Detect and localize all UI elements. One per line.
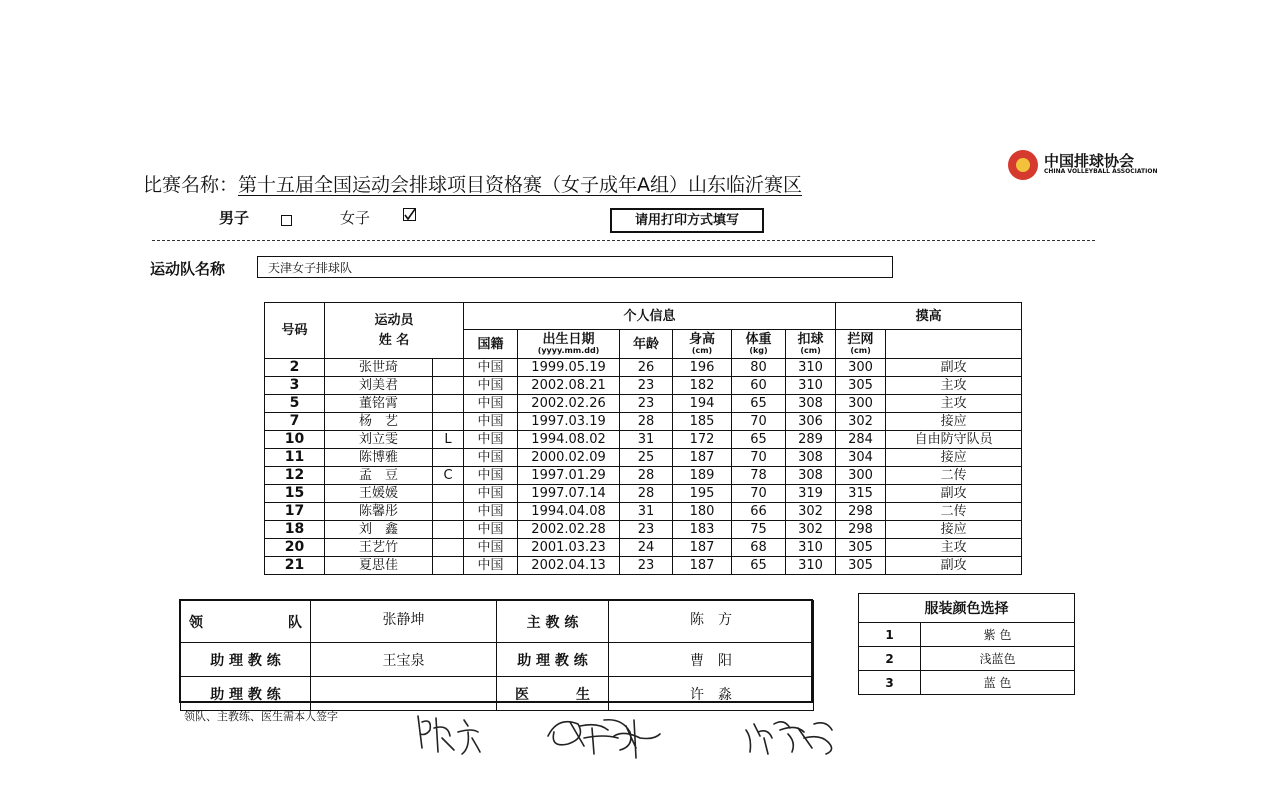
cell-spike: 308 bbox=[786, 467, 836, 485]
logo-text-cn: 中国排球协会 bbox=[1044, 152, 1135, 170]
staff-table bbox=[180, 600, 814, 711]
table-row bbox=[265, 377, 1022, 395]
cell-name: 刘立雯 bbox=[325, 431, 433, 449]
cell-weight: 70 bbox=[732, 449, 786, 467]
cell-role bbox=[433, 539, 464, 557]
table-row bbox=[265, 359, 1022, 377]
team-name-field[interactable]: 天津女子排球队 bbox=[257, 256, 893, 278]
competition-label: 比赛名称： bbox=[143, 174, 239, 196]
cell-birthdate: 1997.07.14 bbox=[518, 485, 620, 503]
uniform-row bbox=[859, 647, 1075, 671]
cell-nationality: 中国 bbox=[464, 467, 518, 485]
cell-nationality: 中国 bbox=[464, 395, 518, 413]
cell-block: 298 bbox=[836, 521, 886, 539]
cell-birthdate: 2001.03.23 bbox=[518, 539, 620, 557]
uniform-color: 浅蓝色 bbox=[921, 647, 1075, 671]
cell-spike: 306 bbox=[786, 413, 836, 431]
cell-role bbox=[433, 503, 464, 521]
cell-birthdate: 1994.04.08 bbox=[518, 503, 620, 521]
cell-name: 张世琦 bbox=[325, 359, 433, 377]
cell-position: 接应 bbox=[886, 521, 1022, 539]
competition-name: 第十五届全国运动会排球项目资格赛（女子成年A组）山东临沂赛区 bbox=[238, 174, 803, 196]
cell-age: 28 bbox=[620, 467, 673, 485]
cell-age: 26 bbox=[620, 359, 673, 377]
cell-weight: 80 bbox=[732, 359, 786, 377]
table-row bbox=[265, 395, 1022, 413]
cell-weight: 65 bbox=[732, 395, 786, 413]
cell-block: 305 bbox=[836, 377, 886, 395]
cell-weight: 65 bbox=[732, 557, 786, 575]
check-icon bbox=[404, 209, 416, 221]
cell-number: 7 bbox=[265, 413, 325, 431]
head-coach-label: 主 教 练 bbox=[497, 601, 609, 643]
volleyball-logo-icon bbox=[1008, 150, 1038, 180]
cell-age: 23 bbox=[620, 557, 673, 575]
cell-spike: 310 bbox=[786, 359, 836, 377]
cell-height: 196 bbox=[673, 359, 732, 377]
cell-weight: 75 bbox=[732, 521, 786, 539]
cell-block: 298 bbox=[836, 503, 886, 521]
cell-role bbox=[433, 359, 464, 377]
asst-coach-label-3: 助 理 教 练 bbox=[181, 677, 311, 711]
cell-name: 夏思佳 bbox=[325, 557, 433, 575]
cell-number: 21 bbox=[265, 557, 325, 575]
logo-text-en: CHINA VOLLEYBALL ASSOCIATION bbox=[1044, 168, 1158, 175]
cell-height: 187 bbox=[673, 539, 732, 557]
cell-name: 陈馨彤 bbox=[325, 503, 433, 521]
male-label: 男子 bbox=[219, 209, 250, 227]
table-row bbox=[265, 521, 1022, 539]
cell-role bbox=[433, 449, 464, 467]
header-athlete bbox=[325, 303, 464, 359]
cell-position: 二传 bbox=[886, 503, 1022, 521]
table-row bbox=[265, 413, 1022, 431]
team-label: 运动队名称 bbox=[150, 260, 226, 278]
cell-height: 180 bbox=[673, 503, 732, 521]
cell-height: 195 bbox=[673, 485, 732, 503]
cell-nationality: 中国 bbox=[464, 413, 518, 431]
asst-coach-name-3 bbox=[311, 677, 497, 711]
cell-name: 董铭霄 bbox=[325, 395, 433, 413]
cell-block: 305 bbox=[836, 557, 886, 575]
cell-age: 23 bbox=[620, 395, 673, 413]
leader-label: 领 队 bbox=[181, 601, 311, 643]
cell-age: 31 bbox=[620, 431, 673, 449]
cell-height: 194 bbox=[673, 395, 732, 413]
header-block bbox=[836, 330, 886, 359]
cell-birthdate: 1999.05.19 bbox=[518, 359, 620, 377]
header-reach: 摸高 bbox=[836, 303, 1022, 330]
asst-coach-name-1: 王宝泉 bbox=[311, 643, 497, 677]
header-birthdate-label: 出生日期 bbox=[542, 331, 595, 347]
cell-weight: 60 bbox=[732, 377, 786, 395]
cva-logo bbox=[1008, 148, 1158, 182]
header-block-unit: (cm) bbox=[850, 345, 871, 355]
cell-number: 11 bbox=[265, 449, 325, 467]
cell-spike: 289 bbox=[786, 431, 836, 449]
table-row bbox=[265, 539, 1022, 557]
cell-position: 副攻 bbox=[886, 359, 1022, 377]
cell-age: 25 bbox=[620, 449, 673, 467]
header-age: 年龄 bbox=[620, 330, 673, 359]
cell-birthdate: 1994.08.02 bbox=[518, 431, 620, 449]
cell-role: L bbox=[433, 431, 464, 449]
cell-block: 300 bbox=[836, 395, 886, 413]
uniform-index: 1 bbox=[859, 623, 921, 647]
cell-role bbox=[433, 485, 464, 503]
header-athlete-line1: 运动员 bbox=[374, 312, 414, 328]
cell-weight: 70 bbox=[732, 413, 786, 431]
cell-position: 主攻 bbox=[886, 377, 1022, 395]
cell-number: 18 bbox=[265, 521, 325, 539]
female-label: 女子 bbox=[340, 209, 371, 227]
asst-coach-label-2: 助 理 教 练 bbox=[497, 643, 609, 677]
cell-block: 302 bbox=[836, 413, 886, 431]
cell-spike: 302 bbox=[786, 521, 836, 539]
cell-age: 31 bbox=[620, 503, 673, 521]
asst-coach-label-1: 助 理 教 练 bbox=[181, 643, 311, 677]
header-number: 号码 bbox=[265, 303, 325, 359]
doctor-name: 许 淼 bbox=[609, 677, 814, 711]
cell-birthdate: 1997.01.29 bbox=[518, 467, 620, 485]
signature-note: 领队、主教练、医生需本人签字 bbox=[184, 710, 338, 723]
cell-position: 二传 bbox=[886, 467, 1022, 485]
signature-head-coach bbox=[418, 716, 480, 754]
cell-age: 28 bbox=[620, 413, 673, 431]
table-row bbox=[265, 485, 1022, 503]
cell-block: 305 bbox=[836, 539, 886, 557]
cell-weight: 68 bbox=[732, 539, 786, 557]
cell-birthdate: 2002.02.28 bbox=[518, 521, 620, 539]
cell-position: 主攻 bbox=[886, 395, 1022, 413]
header-personal-info: 个人信息 bbox=[464, 303, 836, 330]
cell-role bbox=[433, 557, 464, 575]
header-spike-unit: (cm) bbox=[800, 345, 821, 355]
cell-height: 189 bbox=[673, 467, 732, 485]
leader-name: 张静坤 bbox=[311, 601, 497, 643]
uniform-title: 服装颜色选择 bbox=[859, 594, 1075, 623]
header-height-unit: (cm) bbox=[691, 345, 713, 355]
cell-role: C bbox=[433, 467, 464, 485]
uniform-row bbox=[859, 671, 1075, 695]
header-spike-label: 扣球 bbox=[797, 331, 824, 347]
cell-position: 副攻 bbox=[886, 485, 1022, 503]
cell-position: 接应 bbox=[886, 449, 1022, 467]
cell-block: 315 bbox=[836, 485, 886, 503]
cell-nationality: 中国 bbox=[464, 359, 518, 377]
cell-number: 5 bbox=[265, 395, 325, 413]
cell-number: 2 bbox=[265, 359, 325, 377]
cell-height: 185 bbox=[673, 413, 732, 431]
uniform-color-table bbox=[858, 593, 1075, 695]
cell-spike: 308 bbox=[786, 395, 836, 413]
cell-block: 304 bbox=[836, 449, 886, 467]
cell-nationality: 中国 bbox=[464, 503, 518, 521]
cell-number: 3 bbox=[265, 377, 325, 395]
cell-weight: 66 bbox=[732, 503, 786, 521]
male-checkbox[interactable] bbox=[281, 211, 292, 230]
cell-age: 24 bbox=[620, 539, 673, 557]
cell-number: 20 bbox=[265, 539, 325, 557]
cell-role bbox=[433, 413, 464, 431]
cell-block: 284 bbox=[836, 431, 886, 449]
cell-role bbox=[433, 521, 464, 539]
cell-nationality: 中国 bbox=[464, 485, 518, 503]
header-block-label: 拦网 bbox=[847, 331, 874, 347]
cell-nationality: 中国 bbox=[464, 557, 518, 575]
uniform-row bbox=[859, 623, 1075, 647]
header-height bbox=[673, 330, 732, 359]
cell-nationality: 中国 bbox=[464, 539, 518, 557]
cell-block: 300 bbox=[836, 467, 886, 485]
doctor-label: 医 生 bbox=[497, 677, 609, 711]
cell-age: 23 bbox=[620, 377, 673, 395]
uniform-body bbox=[859, 623, 1075, 695]
cell-spike: 310 bbox=[786, 377, 836, 395]
header-birthdate-format: (yyyy.mm.dd) bbox=[537, 345, 600, 355]
cell-name: 刘 鑫 bbox=[325, 521, 433, 539]
cell-position: 接应 bbox=[886, 413, 1022, 431]
cell-birthdate: 2000.02.09 bbox=[518, 449, 620, 467]
header-nationality: 国籍 bbox=[464, 330, 518, 359]
header-weight bbox=[732, 330, 786, 359]
cell-number: 17 bbox=[265, 503, 325, 521]
cell-weight: 65 bbox=[732, 431, 786, 449]
divider bbox=[152, 240, 1095, 241]
cell-height: 187 bbox=[673, 557, 732, 575]
header-weight-label: 体重 bbox=[745, 331, 772, 347]
cell-name: 孟 豆 bbox=[325, 467, 433, 485]
cell-position: 副攻 bbox=[886, 557, 1022, 575]
cell-name: 刘美君 bbox=[325, 377, 433, 395]
cell-name: 陈博雅 bbox=[325, 449, 433, 467]
cell-name: 王媛媛 bbox=[325, 485, 433, 503]
cell-age: 28 bbox=[620, 485, 673, 503]
cell-spike: 308 bbox=[786, 449, 836, 467]
cell-weight: 78 bbox=[732, 467, 786, 485]
cell-age: 23 bbox=[620, 521, 673, 539]
cell-number: 10 bbox=[265, 431, 325, 449]
cell-birthdate: 2002.08.21 bbox=[518, 377, 620, 395]
cell-role bbox=[433, 395, 464, 413]
cell-weight: 70 bbox=[732, 485, 786, 503]
head-coach-name: 陈 方 bbox=[609, 601, 814, 643]
table-row bbox=[265, 431, 1022, 449]
cell-name: 王艺竹 bbox=[325, 539, 433, 557]
cell-nationality: 中国 bbox=[464, 431, 518, 449]
header-weight-unit: (kg) bbox=[749, 345, 768, 355]
cell-position: 自由防守队员 bbox=[886, 431, 1022, 449]
competition-title bbox=[143, 170, 802, 197]
roster-table bbox=[264, 302, 1022, 575]
cell-spike: 319 bbox=[786, 485, 836, 503]
header-birthdate bbox=[518, 330, 620, 359]
cell-block: 300 bbox=[836, 359, 886, 377]
print-instruction: 请用打印方式填写 bbox=[610, 208, 764, 233]
cell-position: 主攻 bbox=[886, 539, 1022, 557]
cell-height: 172 bbox=[673, 431, 732, 449]
header-height-label: 身高 bbox=[689, 331, 716, 347]
cell-number: 15 bbox=[265, 485, 325, 503]
cell-nationality: 中国 bbox=[464, 449, 518, 467]
roster-body bbox=[265, 359, 1022, 575]
female-checkbox-checked[interactable] bbox=[403, 208, 416, 221]
cell-spike: 310 bbox=[786, 557, 836, 575]
uniform-color: 蓝 色 bbox=[921, 671, 1075, 695]
header-spike bbox=[786, 330, 836, 359]
handwritten-signatures bbox=[408, 708, 858, 763]
cell-height: 187 bbox=[673, 449, 732, 467]
table-row bbox=[265, 449, 1022, 467]
cell-role bbox=[433, 377, 464, 395]
signature-leader bbox=[548, 720, 660, 758]
cell-nationality: 中国 bbox=[464, 377, 518, 395]
asst-coach-name-2: 曹 阳 bbox=[609, 643, 814, 677]
cell-height: 182 bbox=[673, 377, 732, 395]
cell-height: 183 bbox=[673, 521, 732, 539]
cell-birthdate: 1997.03.19 bbox=[518, 413, 620, 431]
cell-spike: 302 bbox=[786, 503, 836, 521]
table-row bbox=[265, 467, 1022, 485]
cell-birthdate: 2002.04.13 bbox=[518, 557, 620, 575]
cell-name: 杨 艺 bbox=[325, 413, 433, 431]
uniform-index: 3 bbox=[859, 671, 921, 695]
table-row bbox=[265, 503, 1022, 521]
uniform-color: 紫 色 bbox=[921, 623, 1075, 647]
signature-doctor bbox=[746, 722, 832, 754]
cell-nationality: 中国 bbox=[464, 521, 518, 539]
cell-birthdate: 2002.02.26 bbox=[518, 395, 620, 413]
cell-number: 12 bbox=[265, 467, 325, 485]
uniform-index: 2 bbox=[859, 647, 921, 671]
table-row bbox=[265, 557, 1022, 575]
header-athlete-line2: 姓 名 bbox=[378, 332, 410, 348]
cell-spike: 310 bbox=[786, 539, 836, 557]
